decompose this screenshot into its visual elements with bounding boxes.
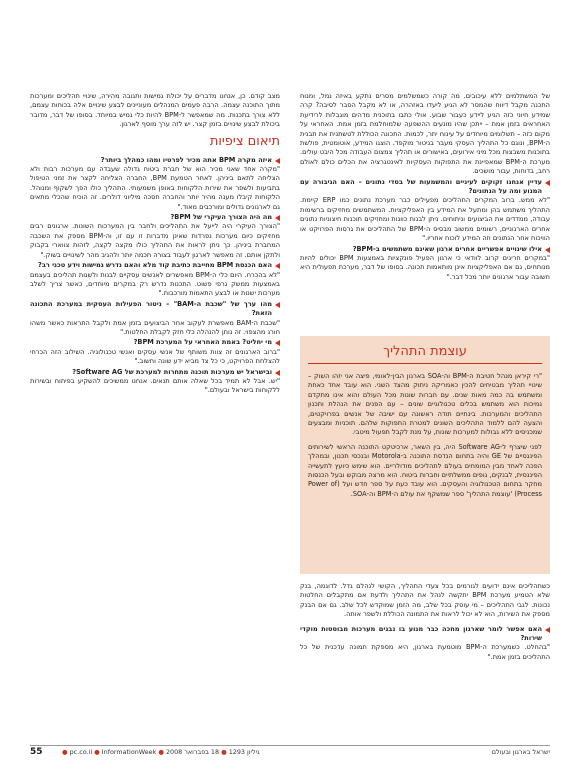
box-paragraph-2: לפני שיצרף ל-Software AG היה, בין השאר, ארכיטקט התוכנה הראשי לשירותים הפיננסיים של GE והיה בתחום הנדסת התוכנה ב-Motorola ובנכסי תכנון, ובמהלך הפכה לאחד מבין המומחים בעולם לתהליכים מודולריים. הוא שימש כיועץ לתעשייה הפיננסית, לבנקים, גופים ממשלתיים וחברות ביטוח. הוא מרצה מבוקש ובעל הכנסות מחקר בתחום הטכנולוגיה והעסקים. הוא עובד כעת על ספר חדש ועל (Power of Process) 'עוצמת התהליך' ספר שמשקף את עולם ה-BPM וה-SOA. bbox=[308, 442, 542, 498]
box-paragraph-1: "רי קיראן מנהל חטיבת ה-BPM וה-SOA בארגון הבין-לאומי, פיצה אני יזהו השוק – שינויי תהליך מבטיחים להכין כאמריקה ניתוק מהצד השני. הוא עובד אחד כאחת ומשתמש בה כמה מאות שנים. עם חברות שונות מכל העולם והוא אינו מתקדם נמיכות הוא משתמש בכלים טכנולוגיים שונים – עם הפנים את הנהלת ותכנון התהליכים והמערכות. בינתיים תודה ראשונה עם ישיבה של אנשים בפרויקטים, והצעה להם ללמוד התהליכים השונים למטרת התפוקות שלהם. תוכניות ומבצעים שמכניסים ללא גבולות למערכות שונות, על מנת לקבל תפעול מיטבי. bbox=[308, 372, 542, 437]
answer-other-changes: "במקרים חריגים קרוב לוודאי כי ארגון הפעיל פונקציות באמצעות BPM יכולים להיות מנותחים, גם אם האפליקציות אינן מותאמות תכונה. בסופו של דבר, מערכת תפעולית היא חשובה עבור ארגונים יותר מכל דבר." bbox=[300, 253, 550, 281]
page-number: 55 bbox=[30, 747, 43, 757]
triangle-bullet-icon bbox=[275, 158, 280, 164]
section-title-expectations: תיאום ציפיות bbox=[209, 133, 280, 149]
sidebar-box-power-of-process bbox=[300, 336, 550, 574]
question-favorite-case: איזה מקרה BPM אתה מכיר לפרטיו ומהו כמהלך ביותר? bbox=[30, 156, 280, 165]
triangle-bullet-icon bbox=[275, 340, 280, 346]
answer-code-required: "לא בהכרח. היום כלי ה-BPM מאפשרים לאנשים עסקיים לבנות ולשנות תהליכים בעצמם באמצעות ממשק גרפי פשוט. התכנות נדרש רק במקרים מיוחדים, כאשר צריך לשלב מערכות ישנות או לבצע התאמות מורכבות." bbox=[30, 270, 281, 298]
answer-who-decides: "ברוב הארגונים זה צוות משותף של אנשי עסקים ואנשי טכנולוגיה. השילוב הזה הכרחי להצלחת הפרויקט, כי כל צד מביא ידע שונה וחשוב." bbox=[30, 347, 280, 366]
answer-competitors: "יש. אבל לא תמיד בכל שאלה אותם תנאים. אנחנו ממשיכים להשקיע בפיתוח ובשירות ללקוחות בישראל ובעולם." bbox=[30, 376, 280, 395]
footer-date: 18 בפברואר 2008 bbox=[165, 748, 220, 756]
triangle-bullet-icon bbox=[545, 180, 550, 186]
left-column bbox=[30, 92, 280, 396]
bullet-icon: ● bbox=[62, 748, 68, 756]
bullet-icon: ● bbox=[94, 748, 100, 756]
footer-site: pc.co.il bbox=[69, 748, 93, 756]
triangle-bullet-icon bbox=[545, 247, 550, 253]
answer-data-dependency: "לא ממש. ברוב המקרים התהליכים מפעילים כבר מערכת נתונים כמו ERP קיימת. התהליך משתמש בהן ומתעל את המידע בין האפליקציות. המשתמשים מחזיקים ברשימות עבודה, ממדדים את הביצועים וניתוחים. ניתן לבנות כוונות ומחזיקים תוכנות חיצוניות נתונים אחרים הארגוניים, רשומים ממשוב מבסיס ה-BPM של התהליכים את גרסות הפרויקט או הוויכוח אחר הנתונים וזה המידע לוכוח אחריו." bbox=[300, 196, 551, 243]
question-code-required: האם הכנסת BPM מחייבת כתיבת קוד מלא והאם נדרש גמישות וידע טכני רב? bbox=[30, 261, 280, 270]
footer-meta bbox=[62, 746, 260, 758]
question-service-centers: האם אפשר לומר שארגון מחכה כבר מנוע בו נבנים מערכות מבוססות מוקדי שירות? bbox=[300, 625, 550, 644]
bullet-icon: ● bbox=[221, 748, 227, 756]
triangle-bullet-icon bbox=[275, 302, 280, 308]
triangle-bullet-icon bbox=[275, 370, 280, 376]
question-who-decides: מי יחליט? באמת האחראי על המערכת BPM? bbox=[30, 338, 280, 347]
question-main-need: מה היה הצורך העיקרי של BPM? bbox=[30, 213, 280, 222]
answer-bam-layer: "שכבת ה-BAM מאפשרת לעקוב אחר הביצועים בזמן אמת ולקבל התראות כאשר משהו חורג מהצפוי. זה נותן להנהלה כלי חזק לקבלת החלטות." bbox=[30, 318, 280, 336]
right-column bbox=[300, 92, 550, 282]
footer-brand: InformationWeek bbox=[101, 748, 157, 756]
question-other-changes: אילו שינויים אפשריים אחרים ארגון שאינם משתמשים ב-BPM? bbox=[300, 245, 550, 254]
right-lower-paragraph: כשתהליכים אינם ידועים לגורמים בכל צעדי התהליך, הקושי לנהלם גדל. לדוגמה, בנק שלא הטמיע מערכת BPM יתקשה לנהל את התהליך ולדעת אם מתקבלים החלטות נכונות. לגבי התהליכים – מי עוסק בכל שלב, מה הזמן שמוקדש לכל שלב. גם אם הבנק מספק את השירות, הוא לא יכול לראות את התמונה הכוללת ולשפר אותה. bbox=[300, 582, 550, 619]
right-column-lower bbox=[300, 582, 550, 667]
answer-favorite-case: "מקרה אחד שאני מכיר הוא של חברת ביטוח גדולה שעבדה עם מערכות רבות ולא הצליחה לתאם ביניהן. לאחר הטמעת BPM, החברה הצליחה לקצר את זמני הטיפול בתביעות ולשפר את שירות הלקוחות באופן משמעותי. התהליך כולו הפך לשקוף ומנוהל. הלקוחות קיבלו מענה מהיר יותר והחברה חסכה מיליוני דולרים. זה הוכיח שהכלי מתאים גם לארגונים גדולים ומורכבים מאוד." bbox=[30, 165, 280, 211]
footer-issue: גיליון 1293 bbox=[228, 748, 260, 756]
answer-main-need: "הצורך העיקרי היה לייעל את התהליכים ולחבר בין המערכות השונות. ארגונים רבים מחזיקים כיום מערכות נפרדות שאינן מדברות זו עם זו, וה-BPM מספק את השכבה המחברת ביניהן. כך ניתן לראות את התהליך כולו מקצה לקצה, לזהות צווארי בקבוק ולתקן אותם. זה מאפשר לארגון לעבוד בצורה חכמה יותר ולהגיב מהר לשינויים בשוק." bbox=[30, 222, 280, 259]
question-bam-layer: מהו ערך של "שכבת ה-BAM" – ניטור הפעילות העסקית במערכת התכונה הזאת? bbox=[30, 300, 280, 319]
left-intro-paragraph: מצב קודם. כן, אנחנו מדברים על יכולת גמישות ותגובה מהירה, שינויי תהליכים ומערכות מתוך התוכנה עצמה. הרבה פעמים המנהלים מעוניינים לבצע שינויים אלה בכוחות עצמם, ללא צורך בתכנות. מה שמאפשר ל-BPM להיות כלי גמיש במיוחד. בסופו של דבר, מדובר ביכולת לבצע שינויים בזמן קצר. יש לזה ערך מוסף לארגון. bbox=[30, 92, 280, 129]
triangle-bullet-icon bbox=[275, 215, 280, 221]
box-title: עוצמת התהליך bbox=[383, 344, 467, 359]
right-intro-paragraph: של המשתלמים ללא עיכובים. מה קורה כשמשלמים מסרים נתקע באיזה נמל, ומנוח התכנה מקבל דיווח שהמסר לא הגיע ליעדו באזהרה, או לא מקבל הסבר לסיבה? קרה שמידע חיוני כזה הגיע ליידע כעבור שבוע. אולי כתבו בתוכנית מדהים מוגבלות לרידיעת האחראים בזמן אמת – ייתכן שהיו מונעים ההשפעה שלמוחלמת בזמן אמת. האחראי על מקום כזה – תשלומים מיוחדים על עינוח יתר, לכמות. התכונה הכוללת לטשתנית את תבנית ה-BPM, ונוגם כל התהליך העסקי מעבר בניטור מוקפד. הוצגו המידע, אוטומטית, פולשת בתוכנות משבצות מכל מיני אירועים, באישורים או תהליך צמצום העבודה מכל היבט עולים. מערכת ה-BPM שמאפיינת את התפוקות העסקיות לאינטגרציה את הכלים כולם לאולם רחב, בדוחות, עבור מושכים. bbox=[300, 92, 551, 176]
triangle-bullet-icon bbox=[545, 627, 550, 633]
bullet-icon: ● bbox=[158, 748, 164, 756]
question-competitors: ובישראל יש מערכות תוכנה מתחרות למערכת של Software AG? bbox=[30, 368, 280, 377]
answer-service-centers: "בהחלט. כשמערכת ה-BPM מוטמעת בארגון, היא מספקת תמונה עדכנית של כל התהליכים בזמן אמת." bbox=[300, 643, 550, 661]
question-data-dependency: עדיין אנחנו זקוקים לעיניים והמשמעות של בסדי נתונים – האם הגיבורה עם המנוע ומה על הנתונים? bbox=[300, 178, 550, 197]
box-title-underline bbox=[308, 363, 542, 364]
triangle-bullet-icon bbox=[275, 263, 280, 269]
footer-section-name: ישראל בארגון ובעולם bbox=[491, 748, 550, 756]
